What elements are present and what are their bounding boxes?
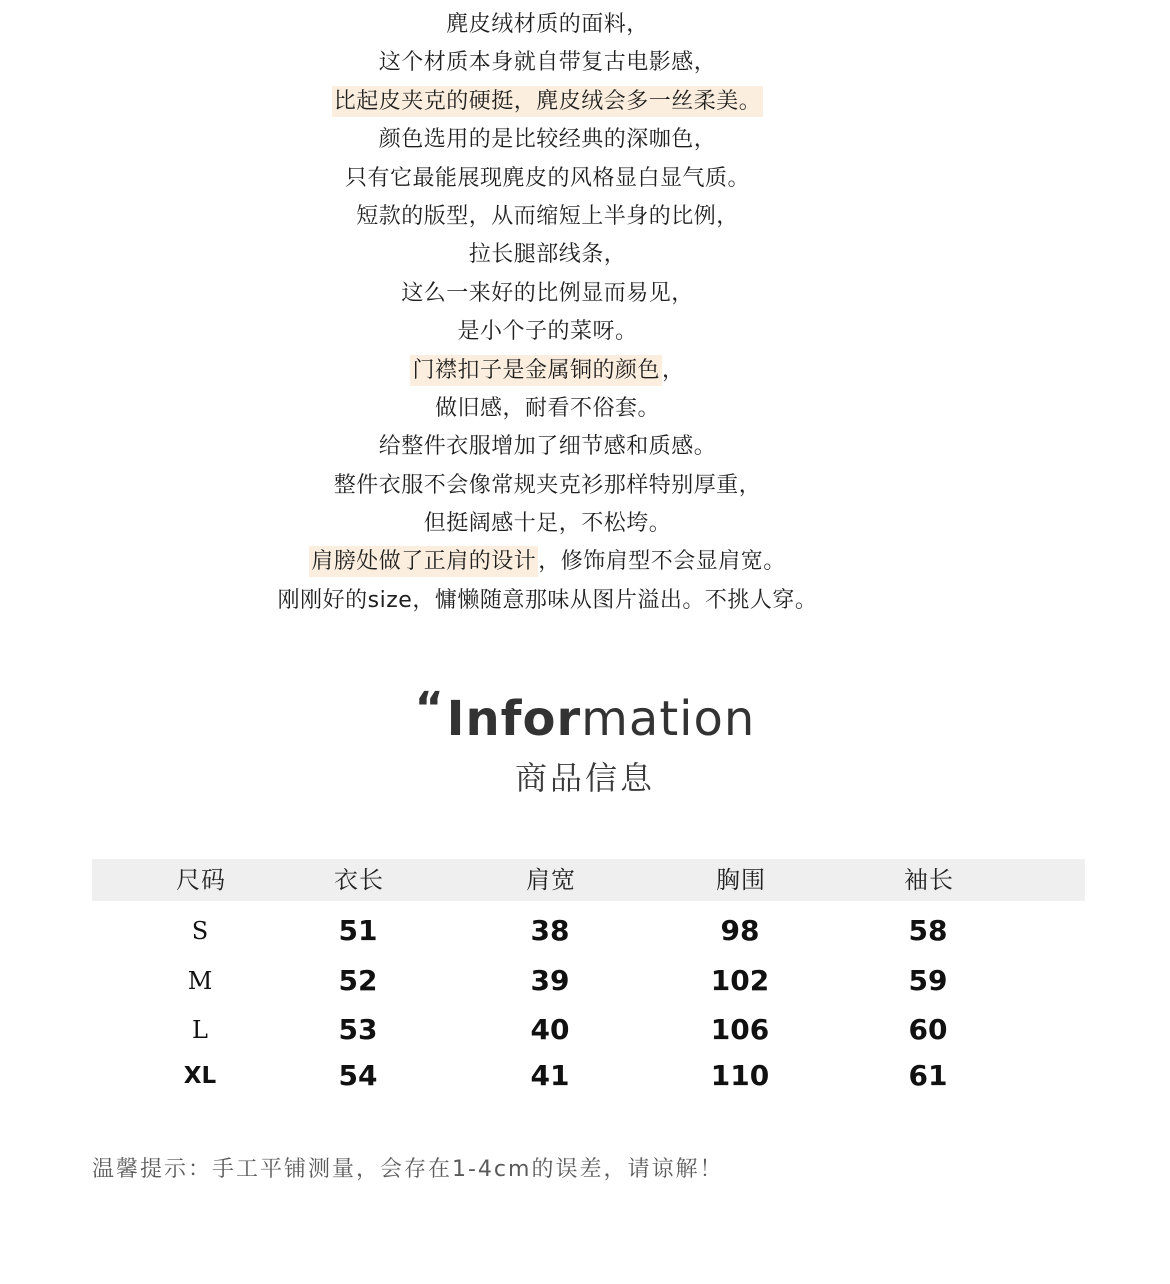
description-text: 整件衣服不会像常规夹克衫那样特别厚重，	[333, 472, 762, 498]
product-description	[0, 6, 1095, 620]
size-label: M	[187, 967, 213, 995]
information-title	[0, 674, 1170, 754]
description-line	[0, 428, 1095, 466]
measurement-value: 52	[338, 964, 378, 997]
size-table-header	[92, 859, 1085, 901]
measurement-value: 106	[710, 1013, 770, 1046]
description-highlight: 门襟扣子是金属铜的颜色	[410, 355, 662, 386]
quote-mark: “	[414, 683, 445, 734]
description-line	[0, 121, 1095, 159]
measurement-value: 40	[530, 1013, 570, 1046]
description-text: 颜色选用的是比较经典的深咖色，	[378, 127, 717, 153]
description-text: 是小个子的菜呀。	[457, 319, 638, 345]
measurement-value: 38	[530, 914, 570, 947]
information-heading	[0, 674, 1170, 798]
description-text: 这个材质本身就自带复古电影感，	[378, 50, 717, 76]
description-text: 麂皮绒材质的面料，	[446, 12, 649, 37]
measurement-value: 53	[338, 1013, 378, 1046]
measurement-note: 温馨提示：手工平铺测量，会存在1-4cm的误差，请谅解！	[92, 1157, 724, 1182]
description-line	[0, 505, 1095, 543]
measurement-value: 58	[908, 914, 948, 947]
description-text: 给整件衣服增加了细节感和质感。	[378, 434, 717, 460]
measurement-value: 98	[720, 914, 760, 947]
title-light-part: mation	[581, 691, 756, 747]
measurement-value: 39	[530, 964, 570, 997]
description-line	[0, 6, 1095, 44]
size-table-header-cell: 胸围	[716, 866, 766, 894]
description-text: 但挺阔感十足，不松垮。	[423, 511, 672, 537]
size-label: S	[191, 917, 209, 945]
description-line	[0, 160, 1095, 198]
description-text: ，修饰肩型不会显肩宽。	[538, 549, 786, 575]
description-text: 刚刚好的size，慵懒随意那味从图片溢出。不挑人穿。	[277, 587, 818, 613]
size-table-header-cell: 衣长	[334, 866, 384, 894]
measurement-value: 54	[338, 1059, 378, 1092]
size-table	[92, 859, 1085, 1092]
description-text: ，	[662, 357, 685, 383]
measurement-value: 59	[908, 964, 948, 997]
description-line	[0, 352, 1095, 390]
description-text: 拉长腿部线条，	[468, 242, 627, 268]
description-line	[0, 236, 1095, 274]
information-subtitle: 商品信息	[514, 759, 655, 797]
measurement-value: 61	[908, 1059, 948, 1092]
description-line	[0, 44, 1095, 82]
measurement-value: 110	[710, 1059, 770, 1092]
description-line	[0, 582, 1095, 620]
size-table-header-cell: 肩宽	[526, 866, 576, 894]
description-highlight: 比起皮夹克的硬挺，麂皮绒会多一丝柔美。	[332, 86, 764, 117]
size-label: L	[192, 1016, 208, 1044]
description-text: 这么一来好的比例显而易见，	[401, 280, 694, 306]
measurement-value: 41	[530, 1059, 570, 1092]
description-line	[0, 390, 1095, 428]
title-bold-part: Infor	[446, 691, 582, 747]
measurement-value: 102	[710, 964, 770, 997]
description-text: 短款的版型，从而缩短上半身的比例，	[356, 203, 739, 229]
description-line	[0, 313, 1095, 351]
size-table-header-cell: 尺码	[176, 866, 226, 894]
description-text: 只有它最能展现麂皮的风格显白显气质。	[344, 165, 750, 191]
description-highlight: 肩膀处做了正肩的设计	[309, 546, 538, 577]
table-row	[92, 961, 1085, 1001]
description-line	[0, 83, 1095, 121]
description-line	[0, 198, 1095, 236]
table-row	[92, 911, 1085, 951]
description-line	[0, 543, 1095, 581]
description-line	[0, 467, 1095, 505]
measurement-value: 51	[338, 914, 378, 947]
table-row	[92, 1010, 1085, 1050]
size-label: XL	[183, 1063, 217, 1089]
size-table-header-cell: 袖长	[904, 866, 954, 894]
description-text: 做旧感，耐看不俗套。	[434, 395, 660, 421]
table-row	[92, 1056, 1085, 1096]
measurement-value: 60	[908, 1013, 948, 1046]
description-line	[0, 275, 1095, 313]
